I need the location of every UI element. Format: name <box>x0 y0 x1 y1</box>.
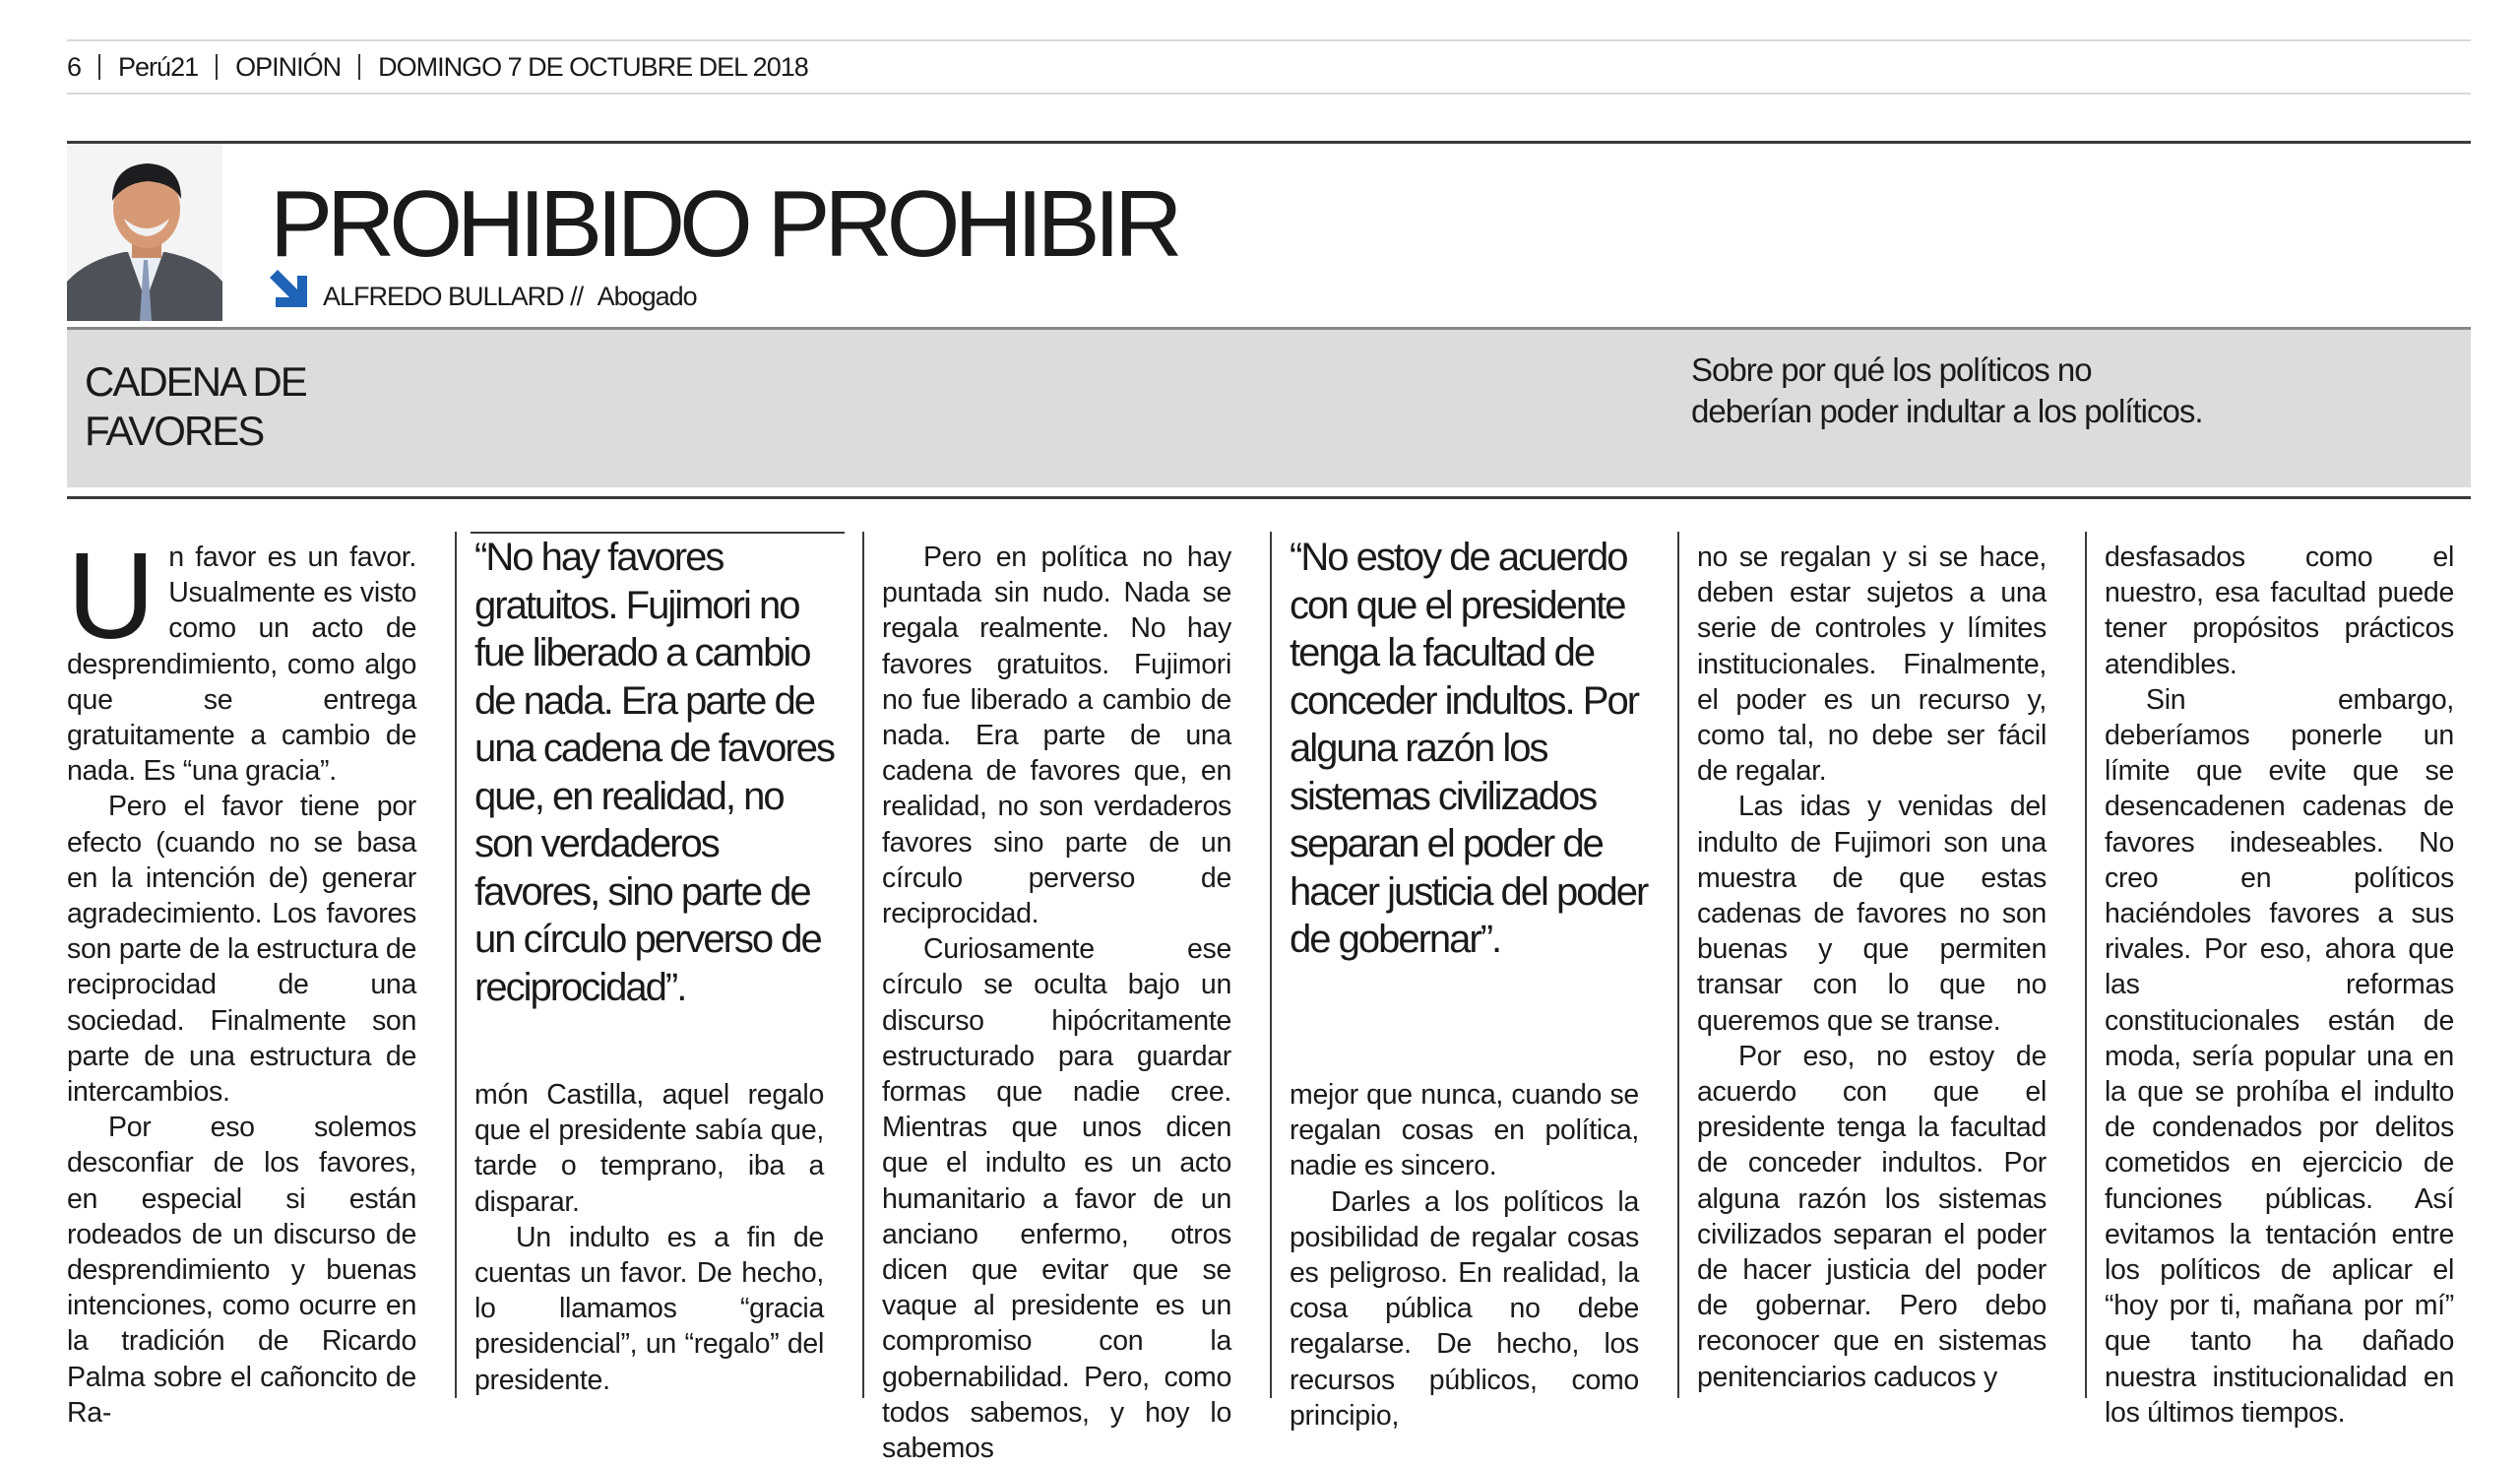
author-role: Abogado <box>597 282 697 311</box>
paragraph: no se regalan y si se hace, deben estar sujetos a una serie de controles y límites institucionales. Finalmente, el poder es un recurso y, como tal, no debe ser fácil de regalar. <box>1697 542 2047 788</box>
paragraph <box>67 529 416 789</box>
paragraph: desfasados como el nuestro, esa facultad puede tener propósitos prácticos atendibles. <box>2105 542 2454 680</box>
header-separator <box>216 54 218 80</box>
header-separator <box>98 54 100 80</box>
column-rule <box>862 532 864 1398</box>
headline-line: CADENA DE <box>85 358 306 405</box>
article-column-3 <box>882 540 1231 1466</box>
paragraph: Curiosamente ese círculo se oculta bajo un discurso hipócritamente estructurado para guardar formas que nadie cree. Mientras que unos dicen que el indulto es un acto humanitario a favor de un anciano enfermo, otros dicen que evitar que se vaque al presidente es un compromiso con la gobernabilidad. Pero, como todos sabemos, y hoy lo sabemos <box>882 933 1231 1465</box>
article-column-6 <box>2105 540 2454 1431</box>
column-title: PROHIBIDO PROHIBIR <box>270 171 1177 277</box>
author-name: ALFREDO BULLARD // <box>323 282 584 311</box>
paragraph: Un indulto es a fin de cuentas un favor. De hecho, lo llamamos “gracia presidencial”, un “regalo” del presidente. <box>474 1221 824 1396</box>
pull-quote-2: “No estoy de acuerdo con que el presidente tenga la facultad de conceder indultos. Por alguna razón los sistemas civilizados separan el poder de hacer justicia del poder de gobernar”. <box>1290 536 1648 961</box>
article-column-4 <box>1290 1077 1639 1434</box>
paragraph: Las idas y venidas del indulto de Fujimori son una muestra de que estas cadenas de favores no son buenas y que permiten transar con lo que no queremos que se transe. <box>1697 791 2047 1037</box>
header-separator <box>358 54 360 80</box>
column-rule <box>2085 532 2087 1398</box>
paragraph: Sin embargo, deberíamos ponerle un límite que evite que se desencadenen cadenas de favores indeseables. No creo en políticos haciéndoles favores a sus rivales. Por eso, ahora que las reformas constitucionales están de moda, sería popular una en la que se prohíba el indulto de condenados por delitos cometidos en ejercicio de funciones públicas. Así evitamos la tentación entre los políticos de aplicar el “hoy por ti, mañana por mí” que tanto ha dañado nuestra institucionalidad en los últimos tiempos. <box>2105 683 2454 1429</box>
headline-band <box>67 327 2471 487</box>
deck-line: deberían poder indultar a los políticos. <box>1691 393 2203 429</box>
paragraph: Por eso solemos desconfiar de los favores, en especial si están rodeados de un discurso de desprendimiento y buenas intenciones, como ocurre en la tradición de Ricardo Palma sobre el cañoncito de Ra- <box>67 1112 416 1429</box>
page-number: 6 <box>67 51 82 82</box>
column-top-rule <box>67 141 2471 144</box>
paragraph: mejor que nunca, cuando se regalan cosas en política, nadie es sincero. <box>1290 1079 1639 1182</box>
deck-line: Sobre por qué los políticos no <box>1691 351 2092 388</box>
paragraph: Por eso, no estoy de acuerdo con que el presidente tenga la facultad de conceder indultos. Por alguna razón los sistemas civilizados separan el poder de hacer justicia del poder de gobernar. Pero debo reconocer que en sistemas penitenciarios caducos y <box>1697 1040 2047 1393</box>
pull-quote-1: “No hay favores gratuitos. Fujimori no fue liberado a cambio de nada. Era parte de una cadena de favores que, en realidad, no son verdaderos favores, sino parte de un círculo perverso de reciprocidad”. <box>474 536 834 1009</box>
arrow-down-right-icon <box>268 268 311 311</box>
body-top-rule <box>67 496 2471 499</box>
article-deck <box>1691 350 2242 432</box>
byline <box>323 282 697 312</box>
author-photo-icon <box>67 144 222 321</box>
section-name: OPINIÓN <box>235 51 342 82</box>
article-column-2 <box>474 1077 824 1398</box>
paragraph: Pero el favor tiene por efecto (cuando no se basa en la intención de) generar agradecimiento. Los favores son parte de la estructura de reciprocidad de una sociedad. Finalmente son parte de una estructura de intercambios. <box>67 791 416 1109</box>
drop-cap: U <box>67 529 156 665</box>
article-column-1 <box>67 529 416 1431</box>
publication-name: Perú21 <box>118 51 199 82</box>
paragraph-text: n favor es un favor. Usualmente es visto como un acto de desprendimiento, como algo que se entrega gratuitamente a cambio de nada. Es “una gracia”. <box>67 542 416 788</box>
page-header <box>67 39 2471 95</box>
paragraph: Pero en política no hay puntada sin nudo. Nada se regala realmente. No hay favores gratuitos. Fujimori no fue liberado a cambio de nada. Era parte de una cadena de favores que, en realidad, no son verdaderos favores sino parte de un círculo perverso de reciprocidad. <box>882 542 1231 930</box>
publication-date: DOMINGO 7 DE OCTUBRE DEL 2018 <box>378 51 808 82</box>
author-photo <box>67 144 222 321</box>
column-rule <box>1270 532 1272 1398</box>
column-rule <box>1677 532 1679 1398</box>
paragraph: Darles a los políticos la posibilidad de regalar cosas es peligroso. En realidad, la cosa pública no debe regalarse. De hecho, los recursos públicos, como principio, <box>1290 1185 1639 1432</box>
article-column-5 <box>1697 540 2047 1395</box>
paragraph: món Castilla, aquel regalo que el presidente sabía que, tarde o temprano, iba a disparar. <box>474 1079 824 1218</box>
column-rule <box>455 532 457 1398</box>
article-headline <box>85 357 478 456</box>
headline-line: FAVORES <box>85 408 264 454</box>
